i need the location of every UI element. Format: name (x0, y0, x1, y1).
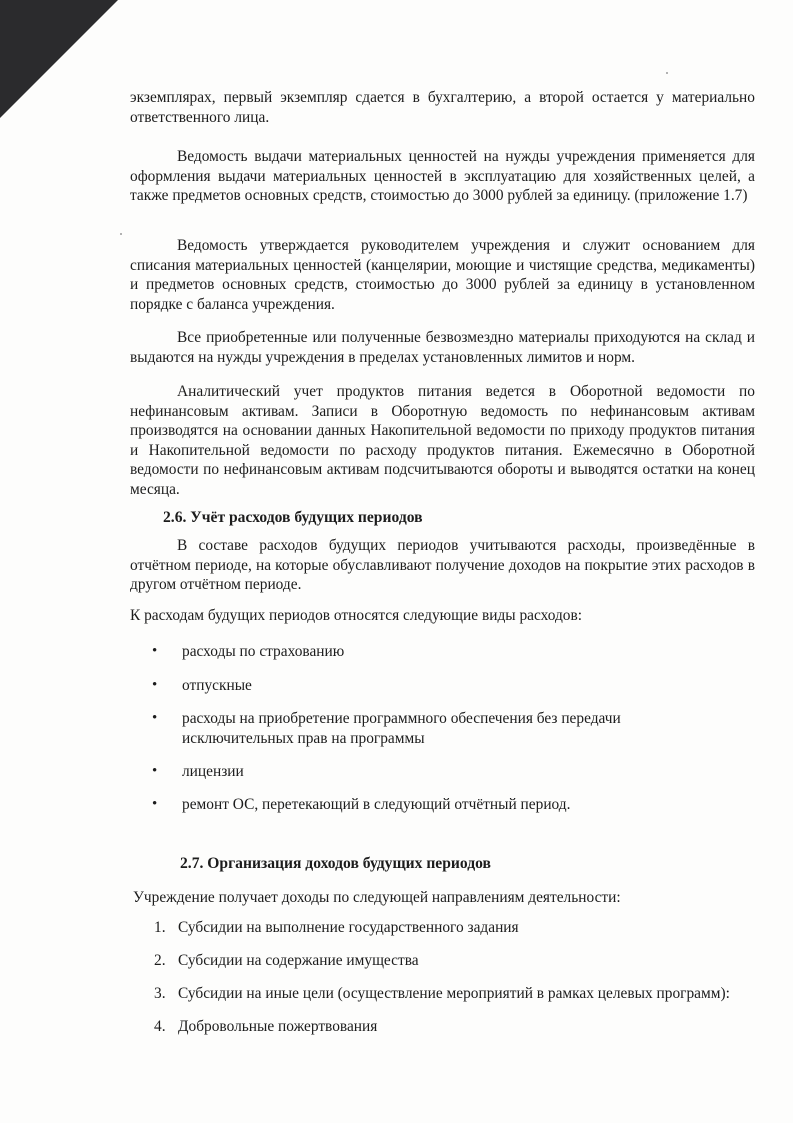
scan-speck (666, 72, 668, 74)
list-item-text: Субсидии на содержание имущества (178, 952, 419, 969)
list-item-text: отпускные (182, 677, 252, 694)
bullet-icon: • (152, 710, 158, 726)
bullet-icon: • (152, 643, 158, 659)
list-item-text: Субсидии на иные цели (осуществление мероприятий в рамках целевых программ): (178, 985, 730, 1002)
paragraph-statement-approval: Ведомость утверждается руководителем учреждения и служит основанием для списания материальных ценностей (канцелярии, моющие и чистящие средства, медикаменты) и предметов основных средств, стоимостью до 3000 рублей за единицу в установленном порядке с баланса учреждения. (130, 237, 755, 313)
list-item-text: расходы на приобретение программного обеспечения без передачи исключительных прав на программы (182, 710, 621, 747)
bullet-icon: • (152, 677, 158, 693)
paragraph-food-accounting: Аналитический учет продуктов питания ведется в Оборотной ведомости по нефинансовым активам. Записи в Оборотную ведомость по нефинансовым активам производятся на основании данных Накопительной ведомости по приходу продуктов питания и Накопительной ведомости по расходу продуктов питания. Ежемесячно в Оборотной ведомости по нефинансовым активам подсчитываются обороты и выводятся остатки на конец месяца. (130, 383, 755, 498)
paragraph-continuation: экземплярах, первый экземпляр сдается в бухгалтерию, а второй остается у материально ответственного лица. (130, 89, 755, 126)
list-item-text: расходы по страхованию (182, 643, 345, 660)
section-heading-2-7: 2.7. Организация доходов будущих периодов (180, 855, 491, 872)
list-item-text: лицензии (182, 763, 244, 780)
list-item-text: ремонт ОС, перетекающий в следующий отчётный период. (182, 796, 571, 813)
list-number: 3. (154, 985, 166, 1002)
section-2-6-list-intro: К расходам будущих периодов относятся следующие виды расходов: (130, 607, 583, 624)
paragraph-issue-statement: Ведомость выдачи материальных ценностей на нужды учреждения применяется для оформления выдачи материальных ценностей в эксплуатацию для хозяйственных целей, а также предметов основных средств, стоимостью до 3000 рублей за единицу. (приложение 1.7) (130, 148, 755, 205)
section-2-6-intro: В составе расходов будущих периодов учитываются расходы, произведённые в отчётном периоде, на которые обуславливают получение доходов на покрытие этих расходов в другом отчётном периоде. (130, 537, 755, 594)
list-number: 1. (154, 919, 166, 936)
list-number: 2. (154, 952, 166, 969)
section-heading-2-6: 2.6. Учёт расходов будущих периодов (163, 509, 423, 526)
bullet-icon: • (152, 796, 158, 812)
list-item-text: Добровольные пожертвования (178, 1018, 378, 1035)
list-item-text: Субсидии на выполнение государственного задания (178, 919, 519, 936)
list-number: 4. (154, 1018, 166, 1035)
paragraph-materials-receipt: Все приобретенные или полученные безвозмездно материалы приходуются на склад и выдаются на нужды учреждения в пределах установленных лимитов и норм. (130, 329, 755, 366)
section-2-7-list-intro: Учреждение получает доходы по следующей направлениям деятельности: (133, 889, 621, 906)
scan-speck (120, 233, 122, 235)
scan-shadow-corner (0, 0, 118, 118)
bullet-icon: • (152, 763, 158, 779)
